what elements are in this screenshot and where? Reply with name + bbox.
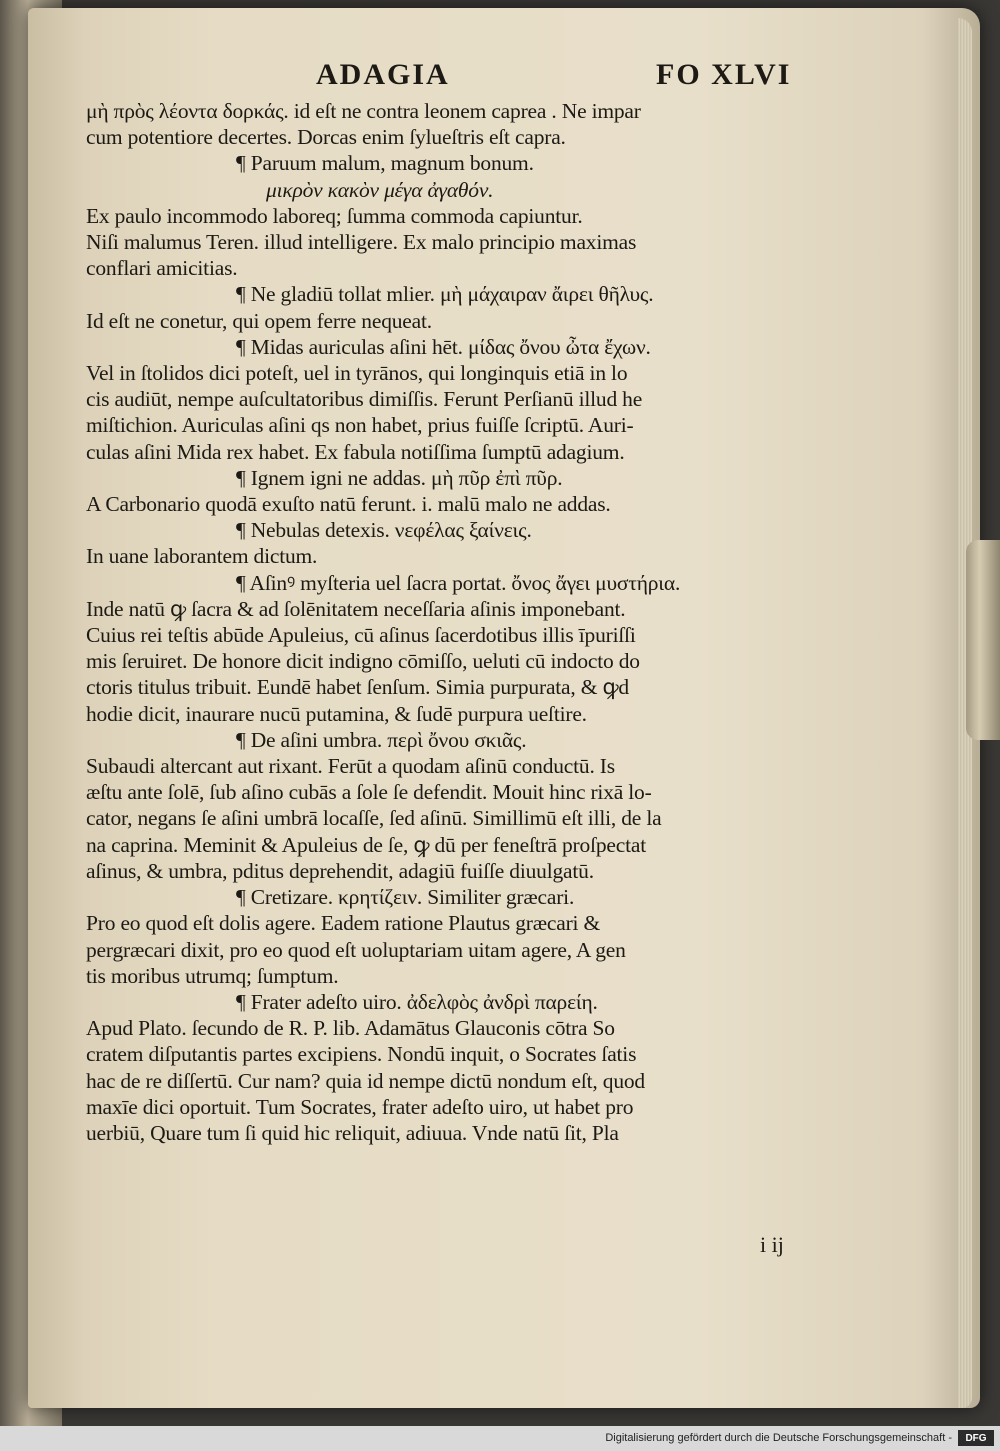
text-line: μικρὸν κακὸν μέγα ἀγαθόν. xyxy=(266,177,494,202)
text-line: A Carbonario quodā exuſto natū ferunt. i. malū malo ne addas. xyxy=(86,492,611,517)
dfg-logo: DFG xyxy=(958,1430,994,1446)
text-line: na caprina. Meminit & Apuleius de ſe, ꝙ dū per feneſtrā proſpectat xyxy=(86,832,646,857)
text-line: ¶ Frater adeſto uiro. ἀδελφὸς ἀνδρὶ παρείη. xyxy=(236,989,598,1014)
text-line: Inde natū ꝙ ſacra & ad ſolēnitatem neceſſaria aſinis imponebant. xyxy=(86,596,626,621)
text-line: ctoris titulus tribuit. Eundē habet ſenſum. Simia purpurata, & ꝙd xyxy=(86,675,629,700)
running-header xyxy=(286,58,806,98)
folio-number: FO XLVI xyxy=(656,58,792,91)
text-line: Pro eo quod eſt dolis agere. Eadem ratione Plautus græcari & xyxy=(86,911,601,936)
text-line: Vel in ſtolidos dici poteſt, uel in tyrānos, qui longinquis etiā in lo xyxy=(86,361,628,386)
text-line: tis moribus utrumq; ſumptum. xyxy=(86,963,339,988)
text-line: ¶ Nebulas detexis. νεφέλας ξαίνεις. xyxy=(236,518,532,543)
text-line: culas aſini Mida rex habet. Ex fabula notiſſima ſumptū adagium. xyxy=(86,439,625,464)
text-line: Cuius rei teſtis abūde Apuleius, cū aſinus ſacerdotibus illis īpuriſſi xyxy=(86,623,636,648)
text-line: maxīe dici oportuit. Tum Socrates, frater adeſto uiro, ut habet pro xyxy=(86,1094,634,1119)
text-line: Apud Plato. ſecundo de R. P. lib. Adamātus Glauconis cōtra So xyxy=(86,1016,615,1041)
text-line: hac de re diſſertū. Cur nam? quia id nempe dictū nondum eſt, quod xyxy=(86,1068,645,1093)
footer-bar xyxy=(0,1426,1000,1451)
text-line: cum potentiore decertes. Dorcas enim ſylueſtris eſt capra. xyxy=(86,125,566,150)
page-text xyxy=(86,58,806,1146)
text-line: cratem diſputantis partes excipiens. Nondū inquit, o Socrates ſatis xyxy=(86,1042,637,1067)
text-line: Subaudi altercant aut rixant. Ferūt a quodam aſinū conductū. Is xyxy=(86,754,615,779)
text-line: In uane laborantem dictum. xyxy=(86,544,318,569)
text-line: ¶ De aſini umbra. περὶ ὄνου σκιᾶς. xyxy=(236,727,527,752)
text-line: Ex paulo incommodo laboreq; ſumma commoda capiuntur. xyxy=(86,203,583,228)
text-line: Niſi malumus Teren. illud intelligere. Ex malo principio maximas xyxy=(86,230,637,255)
text-line: conflari amicitias. xyxy=(86,256,238,281)
header-title: ADAGIA xyxy=(316,58,450,91)
text-line: Id eſt ne conetur, qui opem ferre nequeat. xyxy=(86,308,432,333)
text-line: ¶ Paruum malum, magnum bonum. xyxy=(236,151,534,176)
footer-credit: Digitalisierung gefördert durch die Deutsche Forschungsgemeinschaft - xyxy=(605,1432,952,1444)
text-line: ¶ Cretizare. κρητίζειν. Similiter græcari. xyxy=(236,885,575,910)
text-lines xyxy=(86,98,806,1146)
text-line: æſtu ante ſolē, ſub aſino cubās a ſole ſe defendit. Mouit hinc rixā lo- xyxy=(86,780,652,805)
text-line: μὴ πρὸς λέοντα δορκάς. id eſt ne contra leonem caprea . Ne impar xyxy=(86,99,641,123)
text-line: ¶ Aſinꝰ myſteria uel ſacra portat. ὄνος ἄγει μυστήρια. xyxy=(236,570,681,595)
book-clasp xyxy=(966,540,1000,740)
text-line: hodie dicit, inaurare nucū putamina, & ſudē purpura ueſtire. xyxy=(86,701,587,726)
text-line: mis ſeruiret. De honore dicit indigno cōmiſſo, ueluti cū indocto do xyxy=(86,649,640,674)
text-line: miſtichion. Auriculas aſini qs non habet, prius fuiſſe ſcriptū. Auri- xyxy=(86,413,634,438)
text-line: ¶ Midas auriculas aſini hēt. μίδας ὄνου ὦτα ἔχων. xyxy=(236,334,651,359)
text-line: aſinus, & umbra, pditus deprehendit, adagiū fuiſſe diuulgatū. xyxy=(86,858,594,883)
text-line: uerbiū, Quare tum ſi quid hic reliquit, adiuua. Vnde natū ſit, Pla xyxy=(86,1120,619,1145)
text-line: pergræcari dixit, pro eo quod eſt uoluptariam uitam agere, A gen xyxy=(86,937,626,962)
signature-mark: i ij xyxy=(760,1232,784,1257)
text-line: cator, negans ſe aſini umbrā locaſſe, ſed aſinū. Simillimū eſt illi, de la xyxy=(86,806,662,831)
text-line: ¶ Ignem igni ne addas. μὴ πῦρ ἐπὶ πῦρ. xyxy=(236,465,563,490)
text-line: ¶ Ne gladiū tollat mlier. μὴ μάχαιραν ἄιρει θῆλυς. xyxy=(236,282,654,307)
text-line: cis audiūt, nempe auſcultatoribus dimiſſis. Ferunt Perſianū illud he xyxy=(86,387,643,412)
